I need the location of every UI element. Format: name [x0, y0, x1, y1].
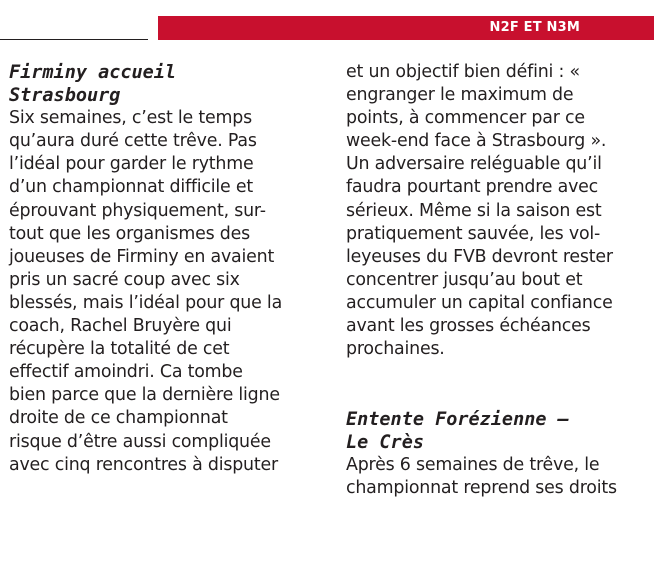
body-line: récupère la totalité de cet [9, 339, 230, 360]
body-line: prochaines. [346, 339, 445, 360]
body-line: et un objectif bien défini : « [346, 62, 580, 82]
article-title-line: Entente Forézienne – [346, 408, 569, 430]
article-title-firminy [9, 61, 329, 107]
body-line: week-end face à Strasbourg ». [346, 131, 607, 152]
body-line: avec cinq rencontres à disputer [9, 454, 278, 475]
body-line: l’idéal pour garder le rythme [9, 154, 254, 175]
section-label: N2F ET N3M [489, 20, 580, 35]
right-column [346, 61, 652, 500]
body-line: leyeuses du FVB devront rester [346, 246, 613, 267]
article-title-line: Le Crès [346, 431, 424, 453]
body-line: faudra pourtant prendre avec [346, 177, 599, 198]
article-body-firminy [9, 107, 329, 477]
body-line: Six semaines, c’est le temps [9, 108, 252, 129]
body-line: pris un sacré coup avec six [9, 269, 240, 290]
section-banner [158, 16, 654, 40]
article-title-line: Firminy accueil [9, 62, 177, 83]
body-line: Un adversaire reléguable qu’il [346, 154, 602, 175]
body-line: coach, Rachel Bruyère qui [9, 316, 232, 337]
body-line: pratiquement sauvée, les vol- [346, 223, 601, 244]
body-line: effectif amoindri. Ca tombe [9, 362, 243, 383]
article-spacer [346, 361, 652, 408]
article-body-entente [346, 454, 652, 500]
body-line: éprouvant physiquement, sur- [9, 200, 266, 221]
body-line: Après 6 semaines de trêve, le [346, 455, 600, 475]
body-line: concentrer jusqu’au bout et [346, 269, 583, 290]
body-line: tout que les organismes des [9, 223, 250, 244]
left-column [9, 61, 329, 477]
body-line: blessés, mais l’idéal pour que la [9, 292, 283, 313]
body-line: engranger le maximum de [346, 85, 574, 106]
body-line: accumuler un capital confiance [346, 292, 613, 313]
body-line: risque d’être aussi compliquée [9, 431, 271, 452]
body-line: avant les grosses échéances [346, 316, 591, 337]
page-rule [0, 39, 148, 40]
article-body-firminy-continued [346, 61, 652, 361]
body-line: bien parce que la dernière ligne [9, 385, 280, 406]
body-line: joueuses de Firminy en avaient [9, 246, 275, 267]
body-line: qu’aura duré cette trêve. Pas [9, 131, 257, 152]
body-line: droite de ce championnat [9, 408, 228, 429]
body-line: points, à commencer par ce [346, 108, 585, 129]
article-title-entente [346, 408, 652, 454]
article-title-line: Strasbourg [9, 85, 121, 107]
body-line: d’un championnat difficile et [9, 177, 253, 198]
body-line: championnat reprend ses droits [346, 478, 617, 499]
body-line: sérieux. Même si la saison est [346, 200, 602, 221]
